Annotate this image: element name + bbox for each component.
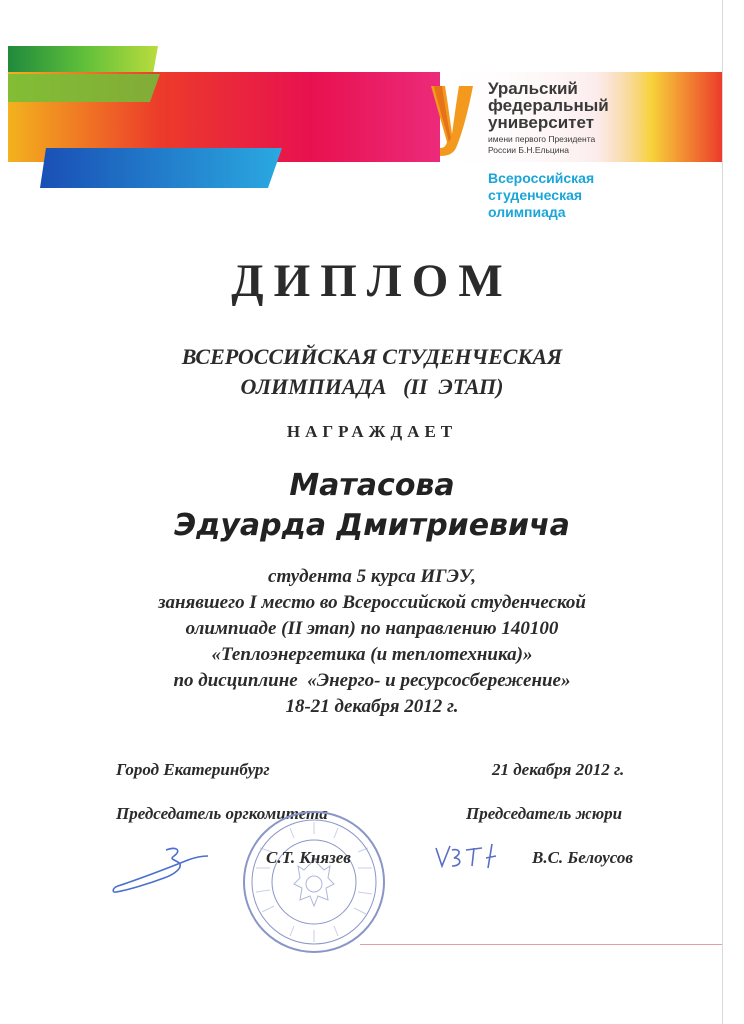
award-text-line: студента 5 курса ИГЭУ,: [268, 566, 476, 587]
award-text-line: олимпиаде (II этап) по направлению 140100: [185, 618, 559, 639]
olympiad-title-line: ОЛИМПИАДА (II ЭТАП): [240, 374, 504, 399]
university-name-line: университет: [488, 113, 595, 132]
blue-stripe: [40, 148, 282, 188]
org-chair-label: Председатель оргкомитета: [116, 804, 328, 823]
diploma-title: ДИПЛОМ: [231, 255, 513, 307]
award-text-line: по дисциплине «Энерго- и ресурсосбережение»: [173, 670, 571, 691]
university-name-line: федеральный: [488, 96, 609, 115]
olympiad-label-line: олимпиада: [488, 204, 566, 220]
award-text-line: «Теплоэнергетика (и теплотехника)»: [211, 644, 533, 665]
olympiad-title-line: ВСЕРОССИЙСКАЯ СТУДЕНЧЕСКАЯ: [181, 344, 563, 369]
recipient-name: Эдуарда Дмитриевича: [174, 508, 570, 543]
recipient-surname: Матасова: [289, 468, 455, 503]
footer-divider: [360, 944, 722, 945]
city-label: Город Екатеринбург: [116, 760, 270, 779]
jury-chair-label: Председатель жюри: [466, 804, 623, 823]
jury-chair-name: В.С. Белоусов: [532, 848, 633, 867]
university-subtitle-line: России Б.Н.Ельцина: [488, 145, 569, 155]
issue-date: 21 декабря 2012 г.: [492, 760, 625, 779]
university-name: [488, 80, 638, 156]
university-subtitle-line: имени первого Президента: [488, 134, 596, 144]
olympiad-label-line: студенческая: [488, 187, 583, 203]
olympiad-label: [488, 170, 638, 221]
olympiad-label-line: Всероссийская: [488, 170, 595, 186]
award-text-line: занявшего I место во Всероссийской студенческой: [158, 592, 586, 613]
university-logo-icon: [428, 82, 476, 160]
org-chair-signature-icon: [108, 838, 218, 898]
decorative-banner: [0, 40, 440, 190]
university-name-line: Уральский: [488, 79, 578, 98]
awards-label: НАГРАЖДАЕТ: [286, 422, 458, 441]
jury-chair-signature-icon: [430, 836, 510, 876]
org-chair-name: С.Т. Князев: [266, 848, 351, 867]
award-text-line: 18-21 декабря 2012 г.: [285, 696, 459, 717]
official-seal-icon: [240, 808, 388, 956]
